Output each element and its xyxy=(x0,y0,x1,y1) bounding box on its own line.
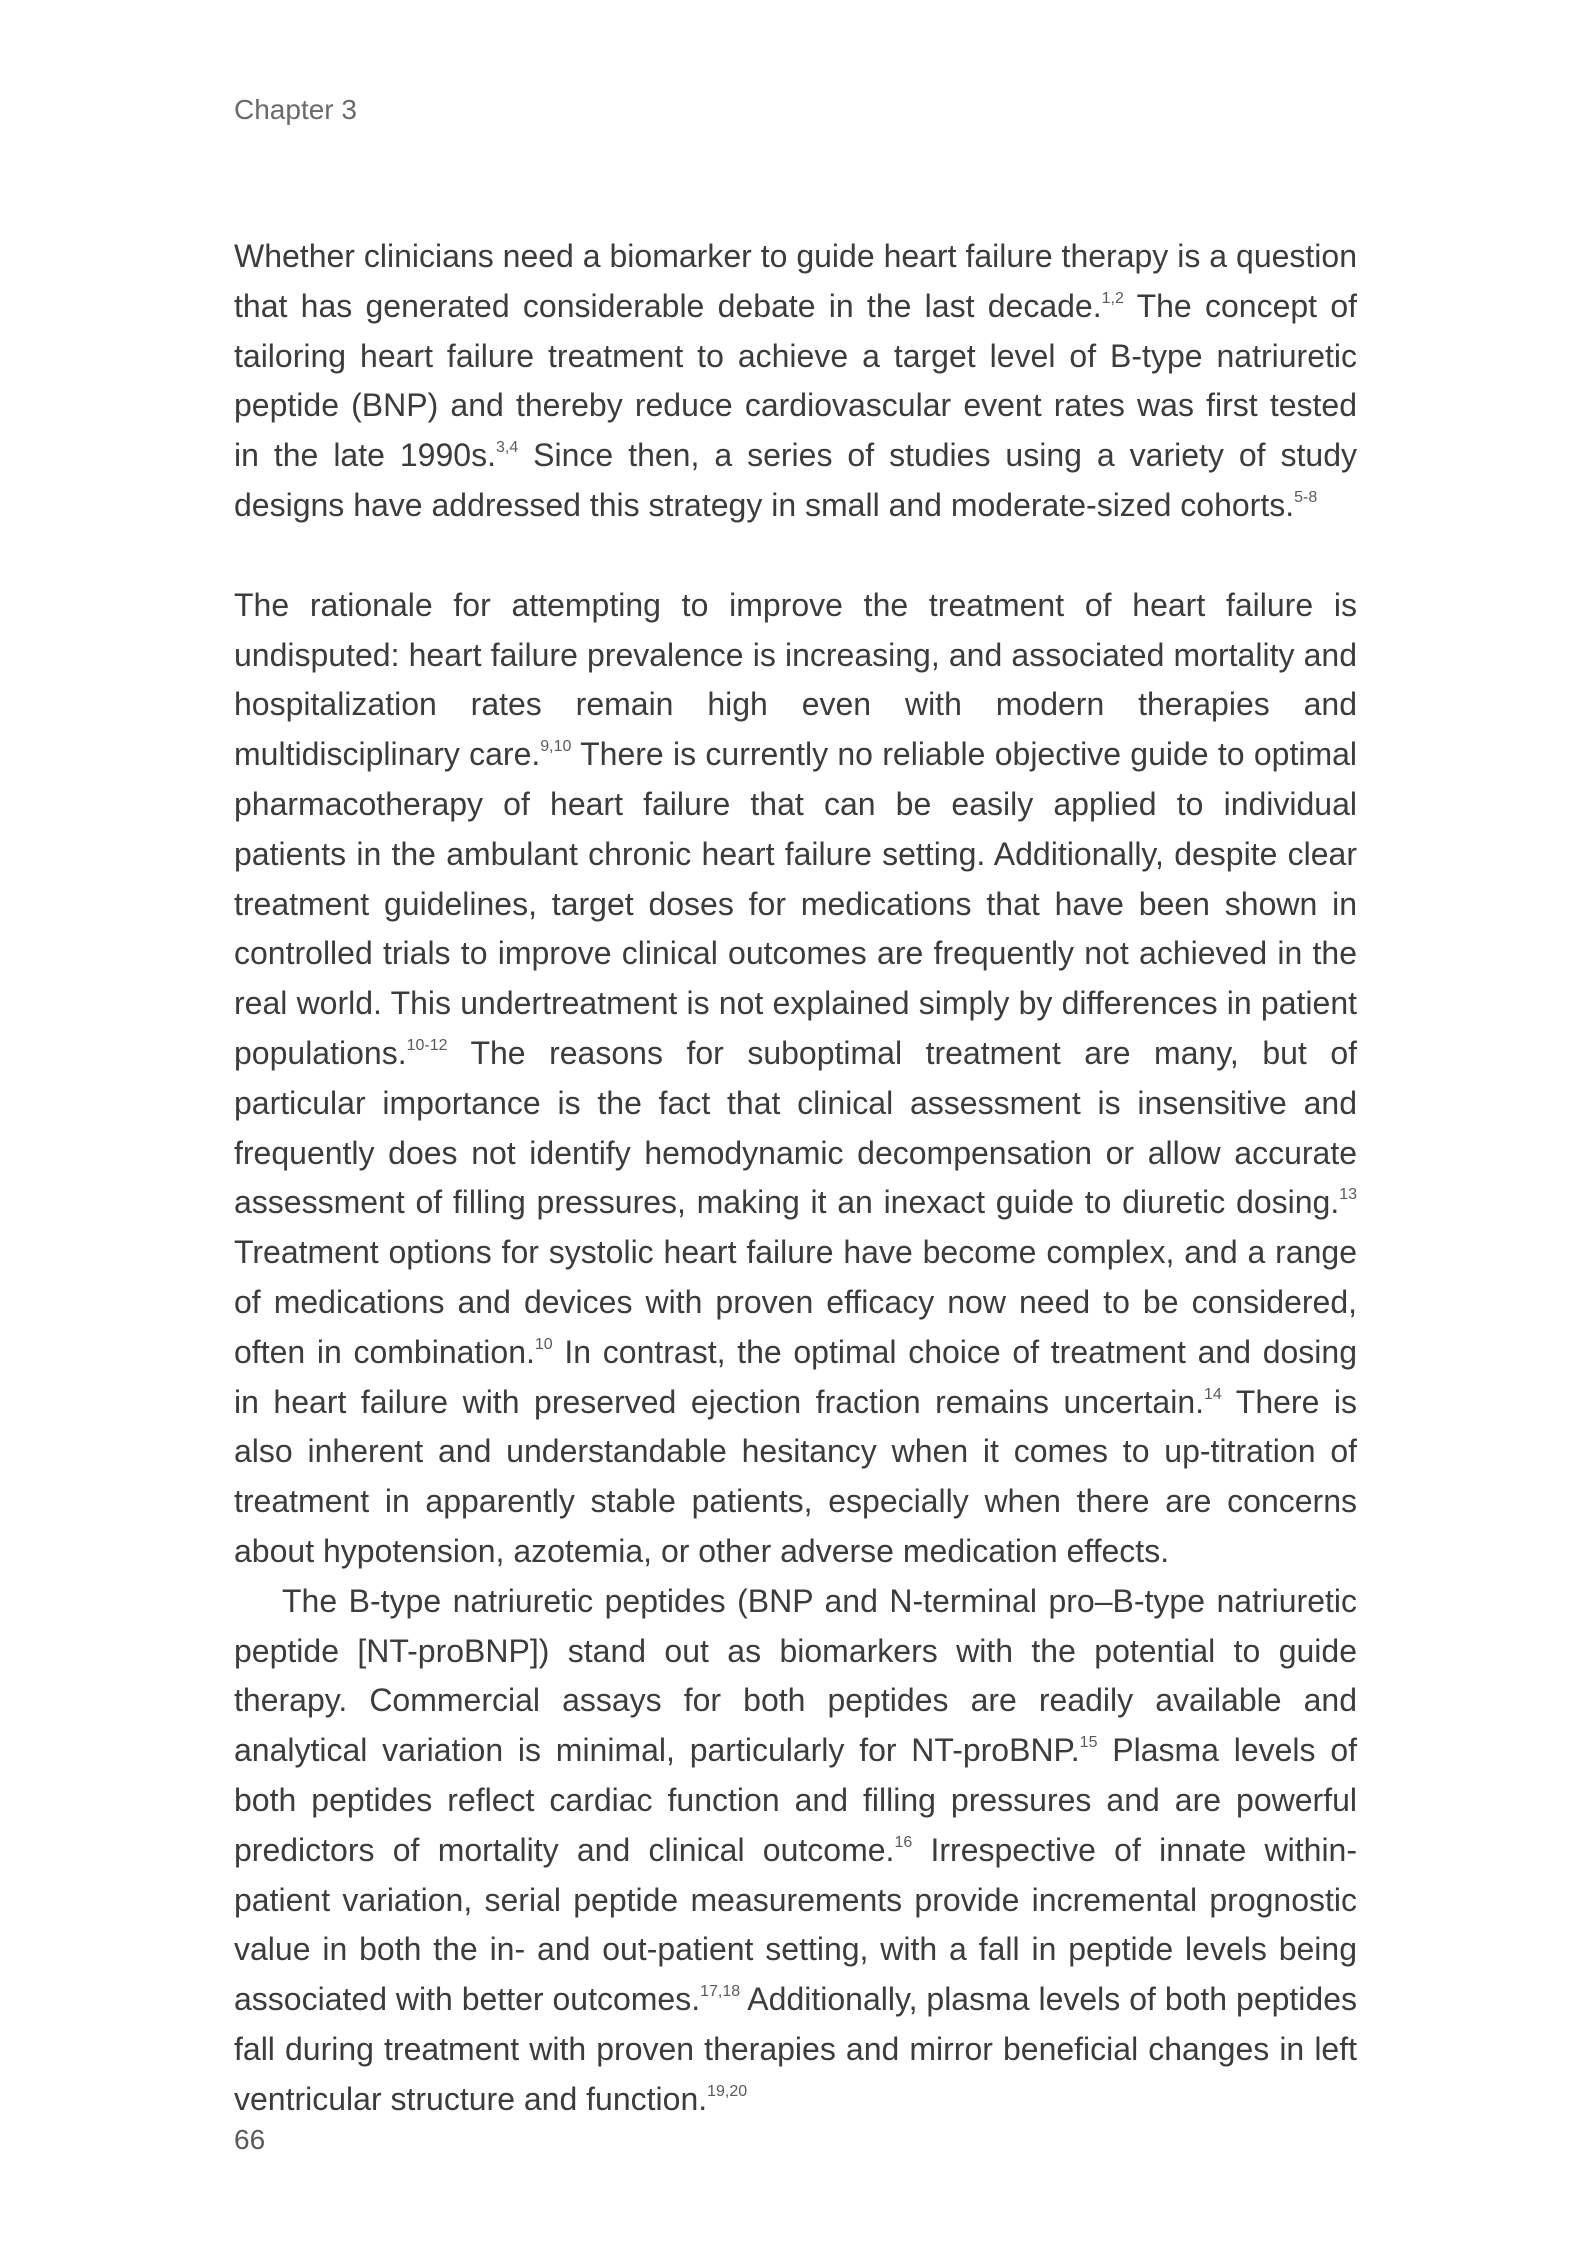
citation-superscript: 17,18 xyxy=(700,1983,741,2001)
citation-superscript: 9,10 xyxy=(540,738,572,756)
text-run: Additionally, plasma levels of both peptides fall during treatment with proven therapies and mirror beneficial changes in left ventricular structure and function. xyxy=(234,1981,1358,2117)
citation-superscript: 15 xyxy=(1079,1734,1098,1752)
text-run: The reasons for suboptimal treatment are many, but of particular importance is the fact that clinical assessment is insensitive and frequently does not identify hemodynamic decompensation or allow accurate assessment of filling pressures, making it an inexact guide to diuretic dosing. xyxy=(234,1034,1357,1221)
running-head: Chapter 3 xyxy=(234,94,357,125)
body-text xyxy=(234,232,1357,2124)
text-run: In contrast, the optimal choice of treatment and dosing in heart failure with preserved ejection fraction remains uncertain. xyxy=(234,1333,1358,1420)
citation-superscript: 10-12 xyxy=(406,1036,448,1054)
text-run: Plasma levels of both peptides reflect cardiac function and filling pressures and are powerful predictors of mortality and clinical outcome. xyxy=(234,1732,1358,1868)
citation-superscript: 10 xyxy=(534,1335,553,1353)
text-run: The B-type natriuretic peptides (BNP and N-terminal pro–B-type natriuretic peptide [NT-proBNP]) stand out as biomarkers with the potential to guide therapy. Commercial assays for both peptides are readily available and analytical variation is minimal, particularly for NT-proBNP. xyxy=(234,1582,1357,1769)
citation-superscript: 19,20 xyxy=(707,2082,748,2100)
text-run: The concept of tailoring heart failure treatment to achieve a target level of B-type natriuretic peptide (BNP) and thereby reduce cardiovascular event rates was first tested in the late 1990s. xyxy=(234,287,1358,474)
citation-superscript: 16 xyxy=(894,1833,913,1851)
text-run: Irrespective of innate within-patient variation, serial peptide measurements provide incremental prognostic value in both the in- and out-patient setting, with a fall in peptide levels being associated with better outcomes. xyxy=(234,1831,1358,2018)
text-run: There is also inherent and understandable hesitancy when it comes to up-titration of treatment in apparently stable patients, especially when there are concerns about hypotension, azotemia, or other adverse medication effects. xyxy=(234,1383,1358,1569)
citation-superscript: 3,4 xyxy=(495,439,519,457)
text-run: Treatment options for systolic heart failure have become complex, and a range of medications and devices with proven efficacy now need to be considered, often in combination. xyxy=(234,1234,1357,1370)
citation-superscript: 5-8 xyxy=(1294,488,1318,506)
citation-superscript: 13 xyxy=(1339,1186,1357,1204)
text-run: The rationale for attempting to improve the treatment of heart failure is undisputed: heart failure prevalence is increasing, and associated mortality and hospitalization rates remain high even with modern therapies and multidisciplinary care. xyxy=(234,586,1357,773)
paragraph-intro xyxy=(234,232,1357,531)
text-run: Whether clinicians need a biomarker to guide heart failure therapy is a question that has generated considerable debate in the last decade. xyxy=(234,238,1357,324)
paragraph-natriuretic-peptides xyxy=(234,1577,1357,2125)
text-run: There is currently no reliable objective guide to optimal pharmacotherapy of heart failure that can be easily applied to individual patients in the ambulant chronic heart failure setting. Additionally, despite clear treatment guidelines, target doses for medications that have been shown in controlled trials to improve clinical outcomes are frequently not achieved in the real world. This undertreatment is not explained simply by differences in patient populations. xyxy=(234,736,1358,1071)
page-number: 66 xyxy=(234,2124,266,2155)
citation-superscript: 14 xyxy=(1204,1385,1222,1403)
text-run: Since then, a series of studies using a variety of study designs have addressed this strategy in small and moderate-sized cohorts. xyxy=(234,437,1358,523)
paragraph-rationale xyxy=(234,581,1357,1577)
citation-superscript: 1,2 xyxy=(1101,289,1124,307)
